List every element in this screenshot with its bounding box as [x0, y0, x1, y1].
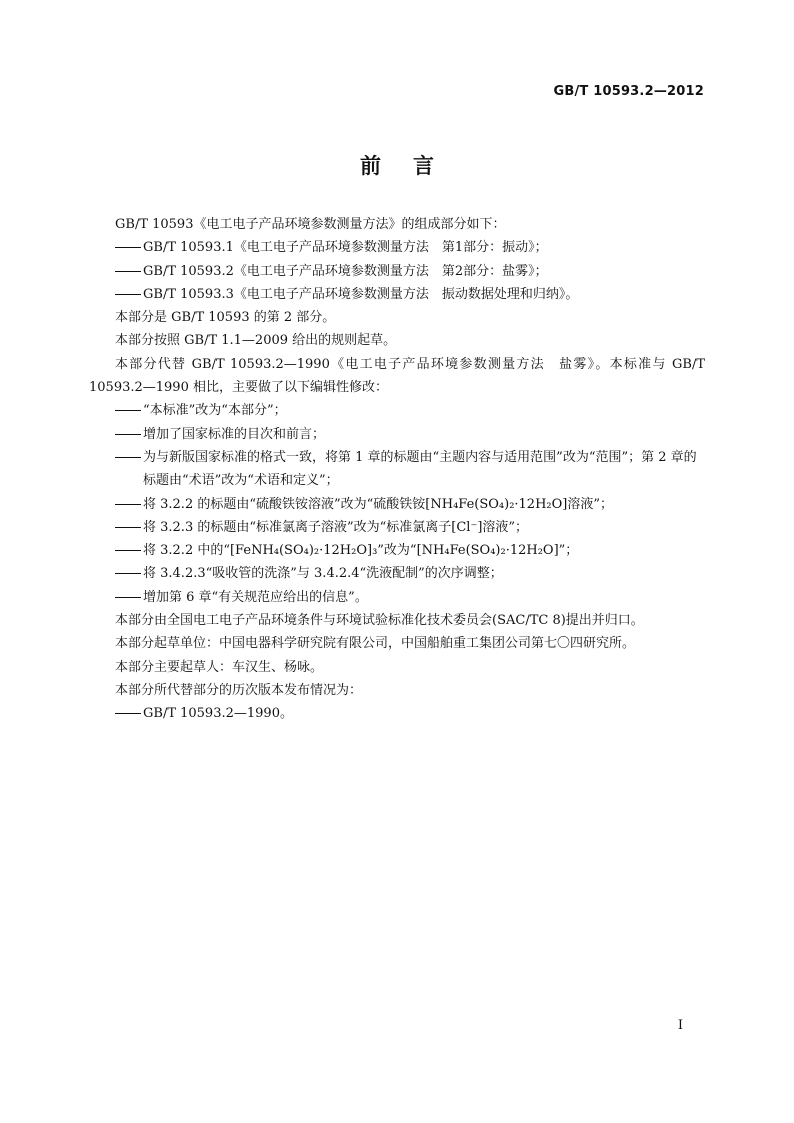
- paragraph: 本部分是 GB/T 10593 的第 2 部分。: [115, 310, 336, 326]
- dash-item-text: 将 3.4.2.3“吸收管的洗涤”与 3.4.2.4“洗液配制”的次序调整；: [143, 566, 503, 582]
- dash-item: [89, 493, 705, 516]
- dash-item-text: “本标准”改为“本部分”；: [143, 403, 287, 419]
- paragraph: GB/T 10593《电工电子产品环境参数测量方法》的组成部分如下：: [115, 217, 506, 232]
- paragraph: 本部分所代替部分的历次版本发布情况为：: [115, 682, 363, 698]
- dash-mark: [115, 410, 143, 411]
- paragraph: 本部分由全国电工电子产品环境条件与环境试验标准化技术委员会(SAC/TC 8)提出并归口。: [115, 613, 644, 629]
- dash-item: [89, 586, 705, 609]
- dash-item-text: GB/T 10593.3《电工电子产品环境参数测量方法 振动数据处理和归纳》。: [143, 286, 579, 302]
- dash-mark: [115, 713, 143, 714]
- dash-item: [89, 702, 705, 725]
- dash-item-text: 将 3.2.3 的标题由“标准氯离子溶液”改为“标准氯离子[Cl⁻]溶液”；: [143, 519, 529, 535]
- dash-mark: [115, 504, 143, 505]
- dash-item: [89, 236, 705, 259]
- dash-mark: [115, 434, 143, 435]
- page-title: 前言: [360, 154, 466, 178]
- dash-item-text: 增加第 6 章“有关规范应给出的信息”。: [143, 589, 368, 605]
- dash-mark: [115, 294, 143, 295]
- dash-item: [89, 516, 705, 539]
- dash-mark: [115, 527, 143, 528]
- dash-item: [89, 399, 705, 422]
- page-number: I: [677, 1018, 683, 1033]
- dash-mark: [115, 597, 143, 598]
- paragraph: 本部分按照 GB/T 1.1—2009 给出的规则起草。: [115, 333, 397, 349]
- paragraph: 本部分主要起草人：车汉生、杨咏。: [115, 659, 324, 675]
- dash-mark: [115, 550, 143, 551]
- dash-item-text: 将 3.2.2 的标题由“硫酸铁铵溶液”改为“硫酸铁铵[NH₄Fe(SO₄)₂·12H₂O]溶液”；: [143, 496, 614, 512]
- standard-number: GB/T 10593.2—2012: [553, 84, 704, 99]
- dash-item: [89, 423, 705, 446]
- dash-item-text: GB/T 10593.1《电工电子产品环境参数测量方法 第1部分：振动》；: [143, 240, 548, 256]
- dash-mark: [115, 247, 143, 248]
- dash-mark: [115, 271, 143, 272]
- dash-item-text: 将 3.2.2 中的“[FeNH₄(SO₄)₂·12H₂O]₃”改为“[NH₄Fe(SO₄)₂·12H₂O]”；: [143, 543, 579, 559]
- dash-item: [89, 260, 705, 283]
- dash-mark: [115, 573, 143, 574]
- dash-item-text: GB/T 10593.2《电工电子产品环境参数测量方法 第2部分：盐雾》；: [143, 263, 548, 279]
- dash-item: [89, 446, 705, 493]
- dash-item: [89, 539, 705, 562]
- dash-item-text: GB/T 10593.2—1990。: [143, 706, 293, 722]
- dash-item: [89, 562, 705, 585]
- dash-item-text: 为与新版国家标准的格式一致，将第 1 章的标题由“主题内容与适用范围”改为“范围”；第 2 章的标题由“术语”改为“术语和定义”；: [143, 449, 697, 489]
- dash-mark: [115, 457, 143, 458]
- foreword-body: [89, 213, 705, 726]
- paragraph: 本部分代替 GB/T 10593.2—1990《电工电子产品环境参数测量方法 盐雾》。本标准与 GB/T 10593.2—1990 相比，主要做了以下编辑性修改：: [89, 356, 705, 396]
- dash-item-text: 增加了国家标准的目次和前言；: [143, 426, 326, 442]
- dash-item: [89, 283, 705, 306]
- paragraph: 本部分起草单位：中国电器科学研究院有限公司，中国船舶重工集团公司第七〇四研究所。: [115, 636, 636, 652]
